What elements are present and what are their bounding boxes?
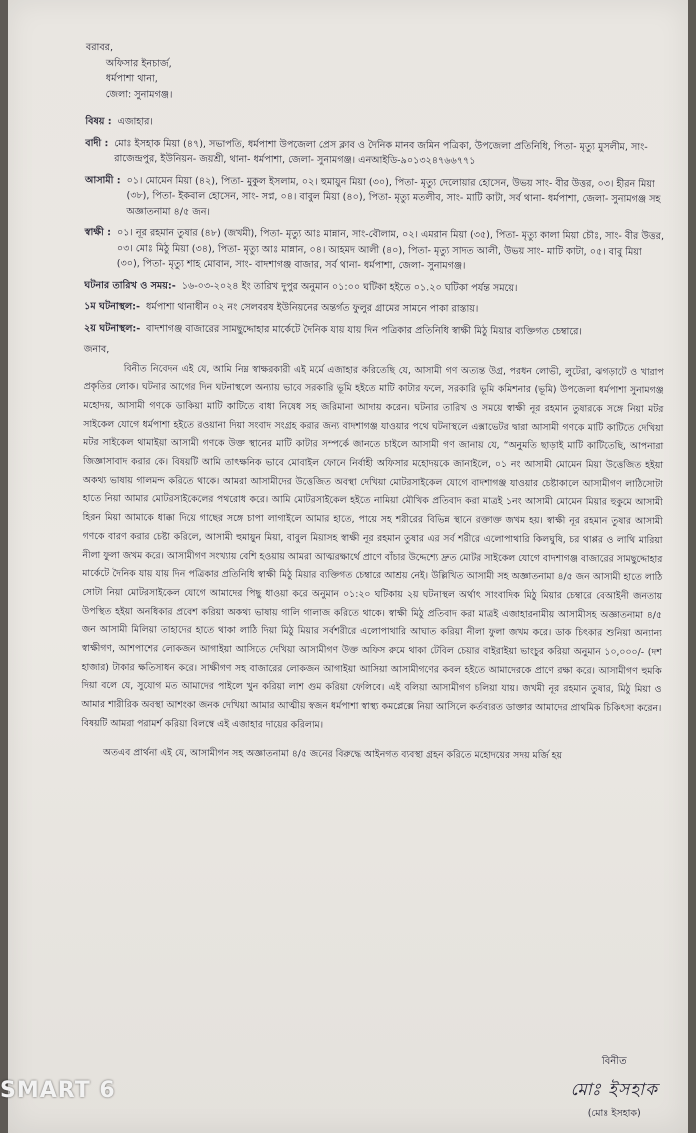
paper-sheet <box>8 0 688 1133</box>
accused-label: আসামী : <box>84 174 121 186</box>
accused-row <box>85 172 665 223</box>
incident-time-text: ১৬-০৩-২০২৪ ইং তারিখ দুপুর অনুমান ০১:০০ ঘটিকা হইতে ০১.২০ ঘটিকা পর্যন্ত সময়ে। <box>181 280 518 294</box>
place2-text: বাদশাগঞ্জ বাজারের সামছুদ্দোহার মার্কেটে দৈনিক যায় যায় দিন পত্রিকার প্রতিনিধি স্বাক্ষী মিঠু মিয়ার ব্যক্তিগত চেম্বারে। <box>146 322 582 337</box>
plaintiff-text: মোঃ ইসহাক মিয়া (৪৭), সভাপতি, ধর্মপাশা উপজেলা প্রেস ক্লাব ও দৈনিক মানব জমিন পত্রিকা, উপজেলা প্রতিনিধি, পিতা- মৃত্যু মুসলীম, সাং- রাজেন্দ্রপুর, ইউনিয়ন- জয়শ্রী, থানা- ধর্মপাশা, জেলা- সুনামগঞ্জ। এনআইডি-৯০১৩২৪৭৬৬৭৭১ <box>114 137 648 167</box>
place1-text: ধর্মপাশা থানাধীন ০২ নং সেলবরষ ইউনিয়নের অন্তর্গত ফুলুর গ্রামের সামনে পাকা রাস্তায়। <box>145 301 479 315</box>
signer-name: (মোঃ ইসহাক) <box>587 1108 641 1119</box>
address-district: জেলা: সুনামগঞ্জ। <box>105 88 173 101</box>
signature-block <box>570 1054 658 1122</box>
subject-row <box>85 114 665 134</box>
incident-time-row <box>84 277 664 297</box>
address-officer: অফিসার ইনচার্জ, <box>105 57 172 70</box>
plaintiff-label: বাদী : <box>85 137 109 149</box>
witnesses-label: স্বাক্ষী : <box>84 226 112 239</box>
subject-text: এজাহার। <box>117 116 153 128</box>
prayer-text: অতএব প্রার্থনা এই যে, আসামীগন সহ অজ্ঞাতনামা ৪/৫ জনের বিরুদ্ধে আইনগত ব্যবস্থা গ্রহন করিতে মহোদয়ের সদয় মর্জি হয় <box>102 746 563 761</box>
place2-label: ২য় ঘটনাস্থল:- <box>83 322 141 334</box>
camera-watermark: SMART 6 <box>0 1078 116 1103</box>
complaint-body: বিনীত নিবেদন এই যে, আমি নিম্ন স্বাক্ষরকারী এই মর্মে এজাহার করিতেছি যে, আসামী গণ অত্যন্ত উগ্র, পরধন লোভী, লুটেরা, ঝগড়াটে ও খারাপ প্রকৃতির লোক। ঘটনার আগের দিন ঘটনাস্থলে অন্যায় ভাবে সরকারি ভূমি হইতে মাটি কাটার ফলে, সরকারি ভূমি কমিশনার (ভূমি) উপজেলা ধর্মপাশা সুনামগঞ্জ মহোদয়, আসামী গণকে ডাকিয়া মাটি কাটিতে বাধা নিষেধ সহ জরিমানা আদায় করেন। ঘটনার তারিখ ও সময়ে স্বাক্ষী নূর রহমান তুষারকে সঙ্গে নিয়া মটর সাইকেল যোগে ধর্মপাশা হইতে রওয়ানা দিয়া সংবাদ সংগ্রহ করার জন্য বাদশাগঞ্জ যাওয়ার পথে ঘটনাস্থলে এক্সাভেটর দ্বারা আসামী গণকে মাটি কাটিতে দেখিয়া মটর সাইকেল থামাইয়া আসামী গণকে উক্ত স্থানের মাটি কাটার সম্পর্কে জানতে চাইলে আসামী গণ জানায় যে, “অনুমতি ছাড়াই মাটি কাটিতেছি, আপনারা জিজ্ঞাসাবাদ করার কে। বিষয়টি আমি তাৎক্ষনিক ভাবে মোবাইল ফোনে নির্বাহী অফিসার মহোদয়কে জানাইলে, ০১ নং আসামী মোমেন মিয়া উত্তেজিত হইয়া অকথ্য ভাষায় গালমন্দ করিতে থাকে। আমরা আসামীদের উত্তেজিত অবস্থা দেখিয়া মোটরসাইকেল যোগে বাদশাগঞ্জ যাওয়ার চেষ্টাকালে আসামীগণ লাঠিসোটা হাতে নিয়া আমার মোটরসাইকেলের পথরোধ করে। আমি মোটরসাইকেল হইতে নামিয়া মৌখিক প্রতিবাদ করা মাত্রই ১নং আসামী মোমেন মিয়ার হুকুমে আসামী হিরন মিয়া আমাকে ধাক্কা দিয়ে গাছের সঙ্গে চাপা লাগাইলে আমার হাতে, পায়ে সহ শরীরের বিভিন্ন স্থানে রক্তাক্ত জখম হয়। স্বাক্ষী নূর রহমান তুষার আসামী গণকে বারণ করার চেষ্টা করিলে, আসামী হুমায়ুন মিয়া, বাবুল মিয়াসহ স্বাক্ষী নূর রহমান তুষার এর সর্ব শরীরে এলোপাথারি কিলঘুষি, চর থাপ্পর ও লাথি মারিয়া নীলা ফুলা জখম করে। আসামীগণ সংখ্যায় বেশি হওয়ায় আমরা আত্মরক্ষার্থে প্রাণে বাঁচার উদ্দেশ্যে দ্রুত মোটর সাইকেল যোগে বাদশাগঞ্জ বাজারের সামছুদ্দোহার মার্কেটে দৈনিক যায় যায় দিন পত্রিকার প্রতিনিধি স্বাক্ষী মিঠু মিয়ার ব্যক্তিগত চেম্বারে আশ্রয় নেই। উল্লিখিত আসামী সহ অজ্ঞাতনামা ৪/৫ জন আসামী হাতে লাঠি সোটা নিয়া মোটরসাইকেল যোগে আমাদের পিছু ধাওয়া করে অনুমান ০১:২০ ঘটিকায় ২য় ঘটনাস্থল অর্থাৎ সাংবাদিক মিঠু মিয়ার চেম্বারে বেআইনী জনতায় উপস্থিত হইয়া অনধিকার প্রবেশ করিয়া অকথ্য ভাষায় গালি গালাজ করিতে থাকে। স্বাক্ষী মিঠু প্রতিবাদ করা মাত্রই এজাহারনামীয় আসামীসহ অজ্ঞাতনামা ৪/৫ জন আসামী মিলিয়া তাহাদের হাতে থাকা লাঠি দিয়া মিঠু মিয়ার সর্বশরীরে এলোপাথারি আঘাত করিয়া নীলা ফুলা জখম করে। ডাক চিৎকার শুনিয়া অন্যান্য স্বাক্ষীগণ, আশপাশের লোকজন আগাইয়া আসিতে দেখিয়া আসামীগণ উক্ত অফিস রুমে থাকা টেবিল চেয়ার বাইরাইয়া ভাংচুর করিয়া অনুমান ১০,০০০/- (দশ হাজার) টাকার ক্ষতিসাধন করে। সাক্ষীগণ সহ বাজারের লোকজন আগাইয়া আসিয়া আসামীগণের কবল হইতে আমাদেরকে প্রাণে রক্ষা করে। আসামীগণ হুমকি দিয়া বলে যে, সুযোগ মত আমাদের পাইলে খুন করিয়া লাশ গুম করিয়া ফেলিবে। এই বলিয়া আসামীগণ চলিয়া যায়। জখমী নূর রহমান তুষার, মিঠু মিয়া ও আমার শারীরিক অবস্থা আশংকা জনক দেখিয়া আমার আত্মীয় স্বজন ধর্মপাশা স্বাস্থ্য কমপ্লেক্সে নিয়া আসিলে কর্তব্যরত ডাক্তার আমাদের প্রাথমিক চিকিৎসা করেন। বিষয়টি আমরা পরামর্শ করিয়া বিলম্বে এই এজাহার দায়ের করিলাম। <box>81 362 664 731</box>
accused-text: ০১। মোমেন মিয়া (৪২), পিতা- মুকুল ইসলাম, ০২। হুমায়ুন মিয়া (৩০), পিতা- মৃত্যু দেলোয়ার হোসেন, উভয় সাং- বীর উত্তর, ০৩। হীরন মিয়া (৩৮), পিতা- ইকবাল হোসেন, সাং- সপ্ন, ০৪। বাবুল মিয়া (৪০), পিতা- মৃত্যু মতলীব, সাং- মাটি কাটা, সর্ব থানা- ধর্মপাশা, জেলা- সুনামগঞ্জ সহ অজ্ঞাতনামা ৪/৫ জন। <box>126 174 661 218</box>
salutation: জনাব, <box>83 343 110 356</box>
subject-label: বিষয় : <box>85 115 112 128</box>
signature: মোঃ ইসহাক <box>570 1080 658 1100</box>
complaint-document <box>81 40 666 765</box>
address-block <box>86 40 666 106</box>
witnesses-text: ০১। নূর রহমান তুষার (৪৮) (জখমী), পিতা- মৃত্যু আঃ মান্নান, সাং-বৌলাম, ০২। এমরান মিয়া (৩৫), পিতা- মৃত্যু কালা মিয়া চৌঃ, সাং- বীর উত্তর, ০৩। মোঃ মিঠু মিয়া (৩৪), পিতা- মৃত্যু আঃ মান্নান, ০৪। আহমদ আলী (৪০), পিতা- মৃত্যু সাদত আলী, উভয় সাং- মাটি কাটা, ০৫। বাবু মিয়া (৩০), পিতা- মৃত্যু শাহ মোবান, সাং- বাদশাগঞ্জ বাজার, সর্ব থানা- ধর্মপাশা, জেলা- সুনামগঞ্জ। <box>116 227 665 272</box>
plaintiff-row <box>85 135 665 170</box>
place2-row <box>84 320 664 340</box>
incident-time-label: ঘটনার তারিখ ও সময়:- <box>84 279 176 292</box>
place1-label: ১ম ঘটনাস্থল:- <box>84 300 141 313</box>
address-station: ধর্মপাশা থানা, <box>105 73 158 85</box>
place1-row <box>84 299 664 319</box>
witnesses-row <box>84 225 664 276</box>
closing-yours: বিনীত <box>601 1056 627 1067</box>
address-to: বরাবর, <box>85 41 114 54</box>
